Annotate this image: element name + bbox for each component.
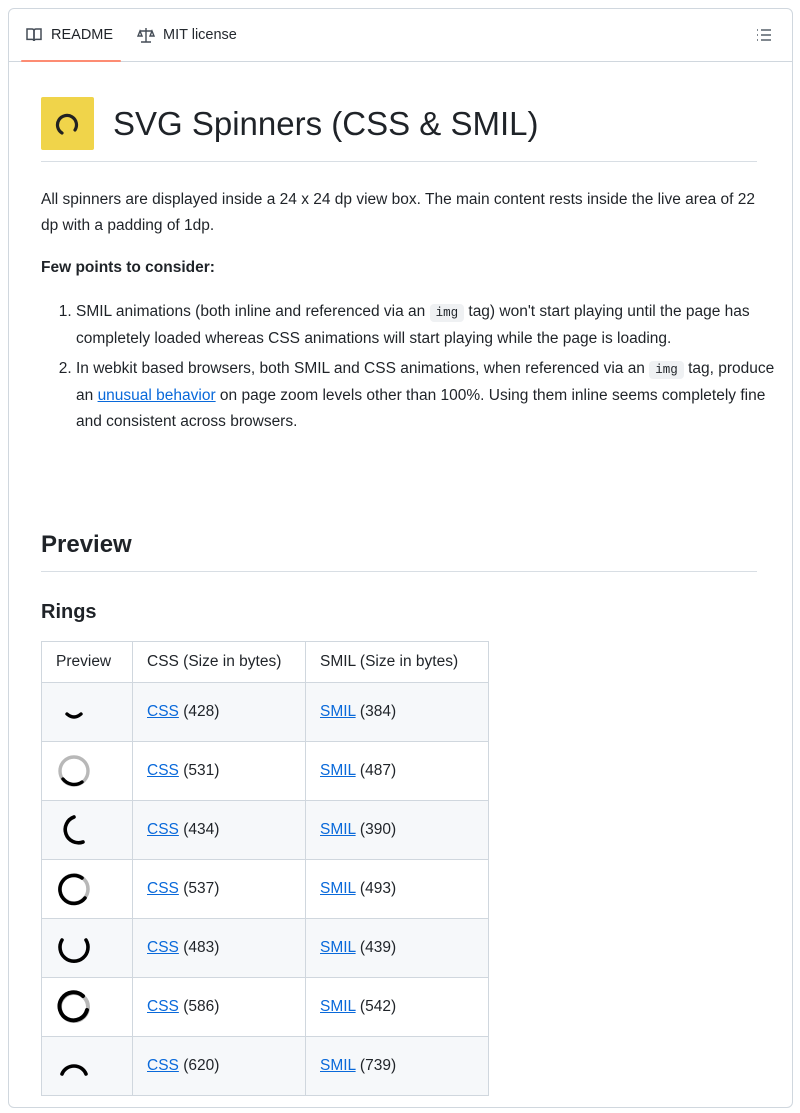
outline-menu-button[interactable]	[754, 25, 774, 45]
scale-icon	[137, 26, 155, 44]
title-row	[41, 97, 757, 162]
smil-link[interactable]: SMIL	[320, 1057, 356, 1074]
smil-size: (493)	[359, 880, 397, 897]
smil-cell	[306, 1037, 489, 1096]
preview-cell	[42, 683, 133, 742]
table-row	[42, 860, 489, 919]
smil-link[interactable]: SMIL	[320, 998, 356, 1015]
css-size: (428)	[183, 703, 220, 720]
inline-code: img	[649, 361, 684, 379]
css-link[interactable]: CSS	[147, 1057, 179, 1074]
css-size: (483)	[183, 939, 220, 956]
table-row	[42, 683, 489, 742]
css-cell	[133, 801, 306, 860]
arc-top-icon	[54, 1046, 94, 1086]
column-header-smil: SMIL (Size in bytes)	[306, 642, 489, 683]
point1-text-b: tag) won't start playing until the page has completely loaded whereas CSS animations will start playing while the page is loading.	[76, 303, 750, 347]
tab-readme[interactable]	[25, 9, 113, 61]
css-link[interactable]: CSS	[147, 762, 179, 779]
tab-license[interactable]	[137, 9, 237, 61]
points-list	[41, 299, 792, 439]
css-cell	[133, 1037, 306, 1096]
points-heading: Few points to consider:	[41, 259, 215, 276]
book-icon	[25, 26, 43, 44]
preview-cell	[42, 919, 133, 978]
css-size: (434)	[183, 821, 220, 838]
spinner-logo-icon	[41, 97, 94, 150]
preview-cell	[42, 978, 133, 1037]
point2-text-b: tag, produce an	[76, 360, 775, 404]
preview-cell	[42, 742, 133, 801]
inline-code: img	[430, 304, 465, 322]
table-row	[42, 742, 489, 801]
css-link[interactable]: CSS	[147, 998, 179, 1015]
arc-u-icon	[54, 928, 94, 968]
point1-text-a: SMIL animations (both inline and referenced via an	[76, 303, 430, 320]
smil-size: (390)	[359, 821, 397, 838]
preview-cell	[42, 801, 133, 860]
list-item	[76, 356, 792, 435]
css-size: (586)	[183, 998, 220, 1015]
css-cell	[133, 742, 306, 801]
smil-size: (439)	[359, 939, 397, 956]
css-link[interactable]: CSS	[147, 939, 179, 956]
smil-link[interactable]: SMIL	[320, 703, 356, 720]
css-link[interactable]: CSS	[147, 880, 179, 897]
tab-license-label: MIT license	[163, 27, 237, 43]
smil-cell	[306, 801, 489, 860]
table-row	[42, 1037, 489, 1096]
unusual-behavior-link[interactable]: unusual behavior	[97, 387, 216, 404]
preview-heading: Preview	[41, 527, 757, 572]
smil-link[interactable]: SMIL	[320, 939, 356, 956]
css-size: (531)	[183, 762, 220, 779]
column-header-preview: Preview	[42, 642, 133, 683]
smil-cell	[306, 742, 489, 801]
css-cell	[133, 860, 306, 919]
smil-link[interactable]: SMIL	[320, 880, 356, 897]
ring-gray-track-icon	[54, 751, 94, 791]
smil-cell	[306, 978, 489, 1037]
table-row	[42, 919, 489, 978]
smil-link[interactable]: SMIL	[320, 821, 356, 838]
point2-text-c: on page zoom levels other than 100%. Using them inline seems completely fine and consistent across browsers.	[76, 387, 766, 430]
page-title: SVG Spinners (CSS & SMIL)	[113, 105, 539, 142]
smil-size: (542)	[359, 998, 397, 1015]
css-cell	[133, 978, 306, 1037]
readme-panel	[8, 8, 793, 1108]
css-cell	[133, 919, 306, 978]
arc-left-icon	[54, 810, 94, 850]
smil-size: (739)	[359, 1057, 397, 1074]
readme-tabbar	[9, 9, 792, 62]
css-link[interactable]: CSS	[147, 703, 179, 720]
table-row	[42, 801, 489, 860]
list-item	[76, 299, 792, 352]
list-icon	[754, 32, 774, 49]
rings-heading: Rings	[41, 601, 97, 623]
css-size: (537)	[183, 880, 220, 897]
column-header-css: CSS (Size in bytes)	[133, 642, 306, 683]
css-link[interactable]: CSS	[147, 821, 179, 838]
smil-cell	[306, 919, 489, 978]
point2-text-a: In webkit based browsers, both SMIL and CSS animations, when referenced via an	[76, 360, 650, 377]
smil-size: (384)	[359, 703, 397, 720]
table-header-row	[42, 642, 489, 683]
arc-bottom-small-icon	[54, 692, 94, 732]
spinner-logo	[41, 97, 94, 150]
smil-cell	[306, 683, 489, 742]
css-size: (620)	[183, 1057, 220, 1074]
css-cell	[133, 683, 306, 742]
tab-readme-label: README	[51, 27, 114, 43]
preview-cell	[42, 1037, 133, 1096]
table-row	[42, 978, 489, 1037]
smil-cell	[306, 860, 489, 919]
smil-link[interactable]: SMIL	[320, 762, 356, 779]
smil-size: (487)	[359, 762, 397, 779]
preview-cell	[42, 860, 133, 919]
ring-partial-track-icon	[54, 869, 94, 909]
ring-bold-icon	[54, 987, 94, 1027]
rings-table	[41, 641, 489, 1096]
intro-paragraph: All spinners are displayed inside a 24 x 24 dp view box. The main content rests inside the live area of 22 dp with a padding of 1dp.	[41, 191, 755, 234]
